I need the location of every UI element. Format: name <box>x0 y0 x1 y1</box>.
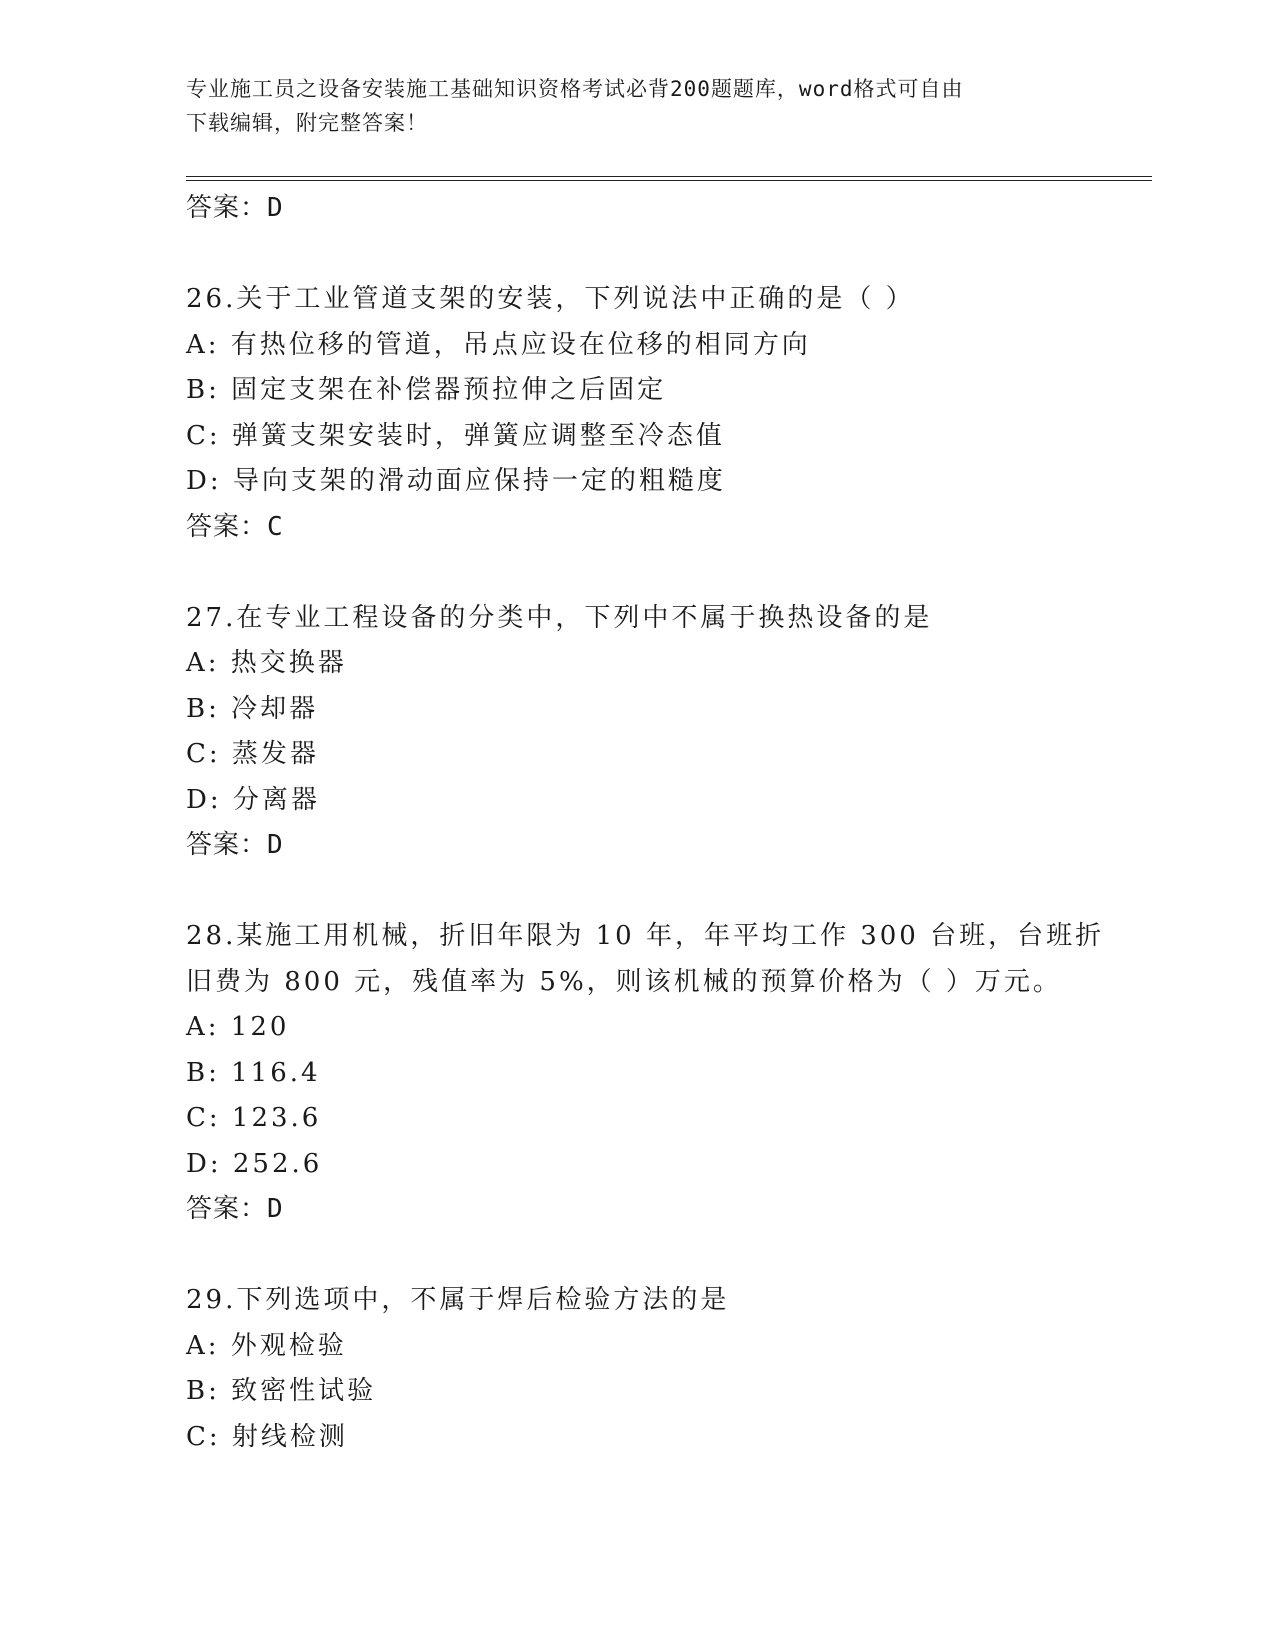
answer-line <box>186 823 1126 869</box>
question-stem-line-2: 旧费为 800 元，残值率为 5%，则该机械的预算价格为（ ）万元。 <box>186 966 1062 997</box>
answer-label: 答案： <box>186 193 268 223</box>
header-divider <box>186 176 1152 181</box>
answer-line <box>186 1187 1126 1233</box>
question-list <box>186 186 1126 1460</box>
option-c: C: 弹簧支架安装时，弹簧应调整至冷态值 <box>186 420 725 451</box>
question-stem: 27.在专业工程设备的分类中，下列中不属于换热设备的是 <box>186 602 933 633</box>
question-26 <box>186 277 1126 550</box>
answer-label: 答案： <box>186 1194 268 1224</box>
question-stem: 29.下列选项中，不属于焊后检验方法的是 <box>186 1285 730 1315</box>
spacer <box>186 232 1126 278</box>
answer-value: C <box>267 511 284 542</box>
option-a: A: 120 <box>186 1012 290 1042</box>
question-stem: 26.关于工业管道支架的安装，下列说法中正确的是（ ） <box>186 284 915 314</box>
option-d: D: 分离器 <box>186 784 320 815</box>
question-28 <box>186 914 1126 1233</box>
option-c: C: 射线检测 <box>186 1421 348 1452</box>
spacer <box>186 869 1126 915</box>
option-a: A: 热交换器 <box>186 648 347 678</box>
answer-value: D <box>267 1194 284 1224</box>
spacer <box>186 550 1126 596</box>
option-b: B: 冷却器 <box>186 693 319 724</box>
option-a: A: 有热位移的管道，吊点应设在位移的相同方向 <box>186 329 811 360</box>
option-b: B: 致密性试验 <box>186 1376 377 1406</box>
answer-line <box>186 505 1126 551</box>
answer-label: 答案： <box>186 511 268 542</box>
answer-value: D <box>267 193 284 223</box>
option-c: C: 123.6 <box>186 1103 322 1133</box>
option-b: B: 116.4 <box>186 1057 321 1088</box>
question-stem-line-1: 28.某施工用机械，折旧年限为 10 年，年平均工作 300 台班，台班折 <box>186 921 1105 951</box>
option-c: C: 蒸发器 <box>186 739 319 769</box>
spacer <box>186 1233 1126 1279</box>
page-header <box>186 72 1086 140</box>
answer-label: 答案： <box>186 830 268 860</box>
option-d: D: 导向支架的滑动面应保持一定的粗糙度 <box>186 466 726 496</box>
question-29 <box>186 1278 1126 1460</box>
option-a: A: 外观检验 <box>186 1330 347 1361</box>
answer-line <box>186 186 1126 232</box>
header-title-line-1: 专业施工员之设备安装施工基础知识资格考试必背200题题库，word格式可自由 <box>186 77 964 101</box>
header-title-line-2: 下载编辑，附完整答案！ <box>186 111 428 135</box>
question-27 <box>186 596 1126 869</box>
option-d: D: 252.6 <box>186 1148 323 1179</box>
option-b: B: 固定支架在补偿器预拉伸之后固定 <box>186 375 667 405</box>
answer-value: D <box>267 830 284 860</box>
